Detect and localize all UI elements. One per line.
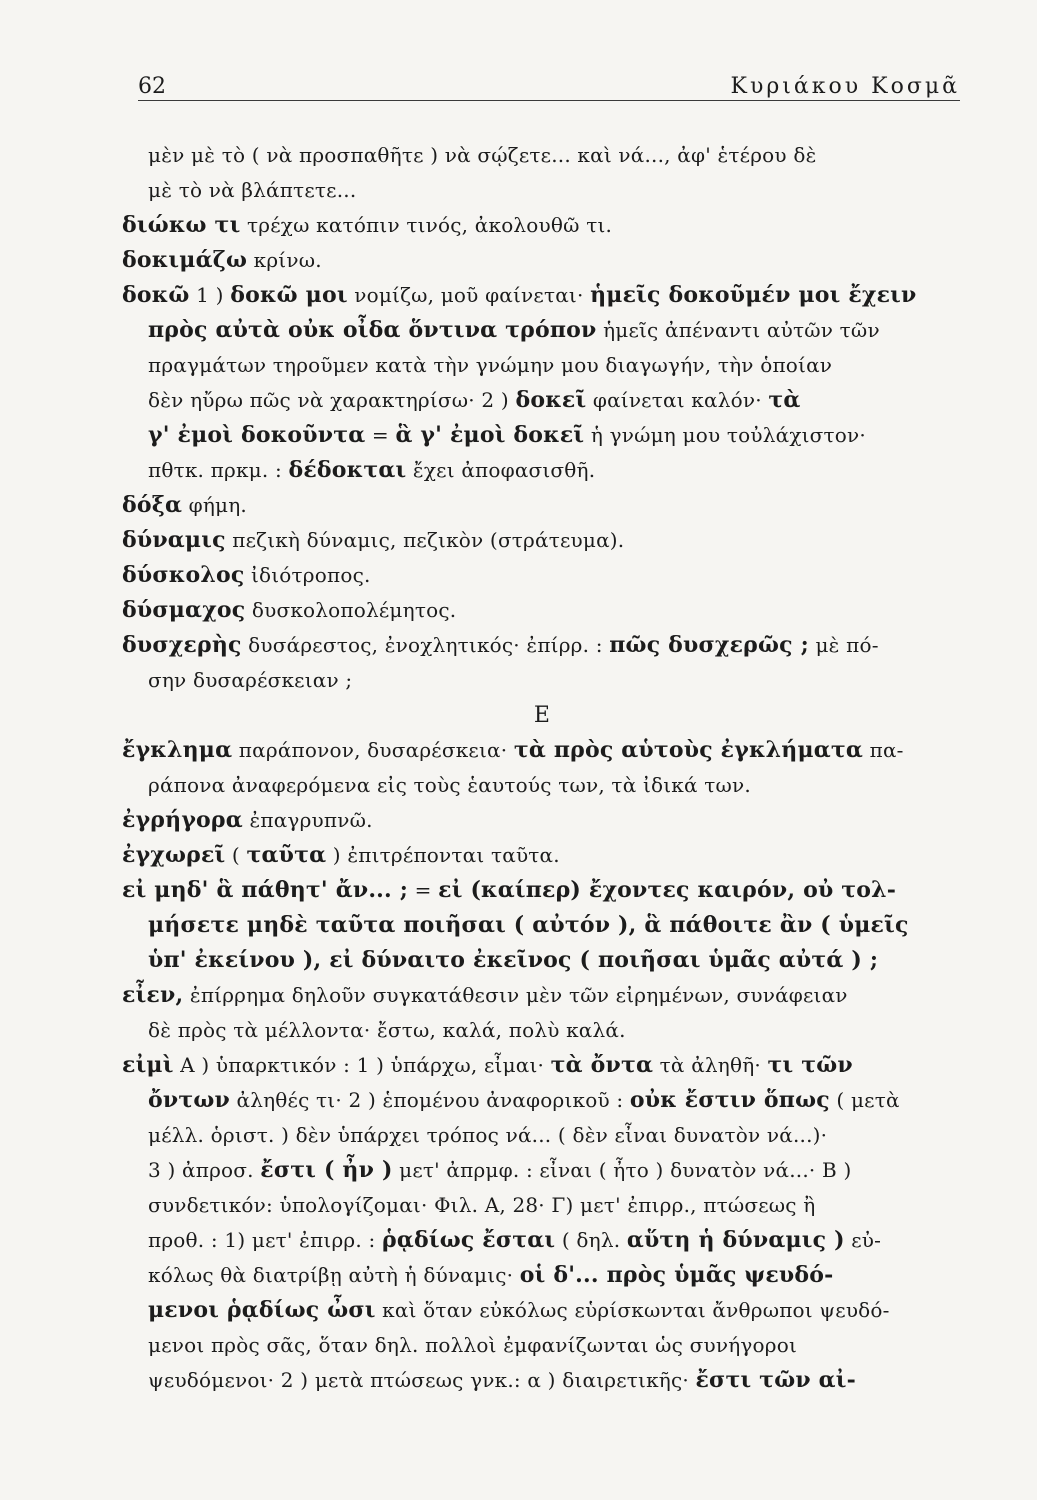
text-line [122,733,962,768]
gloss-text: 3 ) ἀπροσ. [148,1158,261,1182]
text-line [122,628,962,663]
gloss-text: παράπονον, δυσαρέσκεια· [232,738,514,762]
text-line [122,523,962,558]
headword: δύσμαχος [122,597,246,623]
gloss-text: νομίζω, μοῦ φαίνεται· [347,283,591,307]
headword: πῶς δυσχερῶς ; [609,632,809,658]
headword: δόξα [122,492,183,518]
gloss-text: ἔχει ἀποφασισθῆ. [406,458,596,482]
headword: δοκῶ μοι [230,282,348,308]
running-title: Κυριάκου Κοσμᾶ [730,74,960,99]
gloss-text: ἐπαγρυπνῶ. [242,808,373,832]
headword: δέδοκται [288,457,407,483]
gloss-text: κρίνω. [247,248,322,272]
headword: εἶεν, [122,982,184,1008]
text-line [122,803,962,838]
gloss-text: δυσκολοπολέμητος. [245,598,457,622]
gloss-text: = [408,878,439,902]
headword: δοκιμάζω [122,247,248,273]
headword: ὄντων [148,1087,230,1113]
gloss-text: πθτκ. πρκμ. : [148,458,289,482]
headword: γ' ἐμοὶ δοκοῦντα [148,422,366,448]
gloss-text: τὰ ἀληθῆ· [653,1053,768,1077]
text-line [122,1293,962,1328]
text-line [122,1013,962,1048]
text-line [122,1083,962,1118]
headword: τὰ πρὸς αὑτοὺς ἐγκλήματα [513,737,864,763]
headword: μενοι ῥᾳδίως ὦσι [148,1297,376,1323]
text-line [122,1048,962,1083]
headword: αὕτη ἡ δύναμις ) [626,1227,845,1253]
text-line [122,313,962,348]
gloss-text: ἡ γνώμη μου τοὐλάχιστον· [584,423,866,447]
text-line [122,138,962,173]
text-line [122,978,962,1013]
text-line [122,558,962,593]
headword: ἐγχωρεῖ [122,842,226,868]
headword: τὰ ὄντα [550,1052,654,1078]
headword: δυσχερὴς [122,632,242,658]
headword: δύναμις [122,527,226,553]
headword: δοκῶ [122,282,190,308]
gloss-text: ἡμεῖς ἀπέναντι αὐτῶν τῶν [596,318,880,342]
headword: ἔγκλημα [122,737,233,763]
text-line [122,383,962,418]
gloss-text: προθ. : 1) μετ' ἐπιρρ. : [148,1228,383,1252]
headword: ἔστι τῶν αἰ- [695,1367,856,1393]
gloss-text: μέλλ. ὁριστ. ) δὲν ὑπάρχει τρόπος νά... ( δὲν εἶναι δυνατὸν νά...)· [148,1123,828,1147]
gloss-text: μὲ τὸ νὰ βλάπτετε... [148,178,357,202]
text-line [122,243,962,278]
gloss-text: = [365,423,396,447]
headword: ἃ γ' ἐμοὶ δοκεῖ [395,422,585,448]
gloss-text: 1 ) [189,283,231,307]
gloss-text: κόλως θὰ διατρίβῃ αὐτὴ ἡ δύναμις· [148,1263,520,1287]
headword: διώκω τι [122,212,241,238]
headword: δύσκολος [122,562,245,588]
text-line [122,1363,962,1398]
headword: δοκεῖ [515,387,587,413]
text-line [122,873,962,908]
gloss-text: σην δυσαρέσκειαν ; [148,668,353,692]
gloss-text: ἰδιότροπος. [244,563,371,587]
headword: ῥᾳδίως ἔσται [382,1227,556,1253]
gloss-text: εὐ- [844,1228,882,1252]
text-line [122,593,962,628]
gloss-text: ἐπίρρημα δηλοῦν συγκατάθεσιν μὲν τῶν εἰρημένων, συνάφειαν [183,983,848,1007]
gloss-text: ράπονα ἀναφερόμενα εἰς τοὺς ἑαυτούς των, τὰ ἰδικά των. [148,773,751,797]
text-line [122,453,962,488]
text-line [122,173,962,208]
gloss-text: δυσάρεστος, ἐνοχλητικός· ἐπίρρ. : [241,633,610,657]
headword: ὑπ' ἐκείνου ), εἰ δύναιτο ἐκεῖνος ( ποιῆσαι ὑμᾶς αὐτά ) ; [148,947,879,973]
headword: μήσετε μηδὲ ταῦτα ποιῆσαι ( αὐτόν ), ἃ πάθοιτε ἂν ( ὑμεῖς [148,912,909,938]
text-line [122,1153,962,1188]
text-line [122,663,962,698]
headword: ἐγρήγορα [122,807,243,833]
section-letter: Ε [533,703,551,728]
headword: τι τῶν [767,1052,853,1078]
gloss-text: μὲ πό- [808,633,879,657]
gloss-text: ἀληθές τι· 2 ) ἑπομένου ἀναφορικοῦ : [229,1088,630,1112]
gloss-text: πεζικὴ δύναμις, πεζικὸν (στράτευμα). [225,528,625,552]
text-line [122,1188,962,1223]
gloss-text: πραγμάτων τηροῦμεν κατὰ τὴν γνώμην μου διαγωγήν, τὴν ὁποίαν [148,353,833,377]
text-line [122,418,962,453]
page-header [138,66,960,101]
gloss-text: πα- [863,738,904,762]
headword: ἔστι ( ἦν ) [260,1157,393,1183]
gloss-text: ) ἐπιτρέπονται ταῦτα. [326,843,560,867]
text-line [122,1328,962,1363]
gloss-text: ( [225,843,247,867]
headword: εἰ (καίπερ) ἔχοντες καιρόν, οὐ τολ- [438,877,897,903]
headword: ἡμεῖς δοκοῦμέν μοι ἔχειν [590,282,917,308]
gloss-text: Α ) ὑπαρκτικόν : 1 ) ὑπάρχω, εἶμαι· [173,1053,551,1077]
gloss-text: φήμη. [182,493,247,517]
text-line [122,1118,962,1153]
text-line [122,768,962,803]
text-line [122,838,962,873]
text-line [122,1223,962,1258]
text-line [122,208,962,243]
gloss-text: φαίνεται καλόν· [586,388,769,412]
headword: οὐκ ἔστιν ὅπως [629,1087,830,1113]
text-line [122,348,962,383]
gloss-text: μενοι πρὸς σᾶς, ὅταν δηλ. πολλοὶ ἐμφανίζωνται ὡς συνήγοροι [148,1333,798,1357]
gloss-text: ( δηλ. [555,1228,627,1252]
gloss-text: δὲν ηὔρω πῶς νὰ χαρακτηρίσω· 2 ) [148,388,516,412]
gloss-text: ( μετὰ [829,1088,900,1112]
headword: εἰμὶ [122,1052,174,1078]
headword: πρὸς αὐτὰ οὐκ οἶδα ὅντινα τρόπον [148,317,597,343]
gloss-text: καὶ ὅταν εὐκόλως εὑρίσκωνται ἄνθρωποι ψευδό- [375,1298,890,1322]
page-number: 62 [138,74,166,99]
gloss-text: δὲ πρὸς τὰ μέλλοντα· ἔστω, καλά, πολὺ καλά. [148,1018,626,1042]
gloss-text: μετ' ἀπρμφ. : εἶναι ( ἦτο ) δυνατὸν νά...· Β ) [392,1158,852,1182]
text-line [122,908,962,943]
text-line [122,278,962,313]
gloss-text: ψευδόμενοι· 2 ) μετὰ πτώσεως γνκ.: α ) διαιρετικῆς· [148,1368,696,1392]
headword: εἰ μηδ' ἃ πάθητ' ἄν... ; [122,877,409,903]
gloss-text: τρέχω κατόπιν τινός, ἀκολουθῶ τι. [240,213,613,237]
headword: τὰ [768,387,801,413]
gloss-text: συνδετικόν: ὑπολογίζομαι· Φιλ. Α, 28· Γ) μετ' ἐπιρρ., πτώσεως ἢ [148,1193,816,1217]
text-line [122,943,962,978]
headword: οἱ δ'... πρὸς ὑμᾶς ψευδό- [519,1262,834,1288]
gloss-text: μὲν μὲ τὸ ( νὰ προσπαθῆτε ) νὰ σῴζετε... καὶ νά..., ἀφ' ἑτέρου δὲ [148,143,817,167]
headword: ταῦτα [246,842,327,868]
text-line [122,488,962,523]
dictionary-body [122,138,962,1398]
text-line [122,1258,962,1293]
